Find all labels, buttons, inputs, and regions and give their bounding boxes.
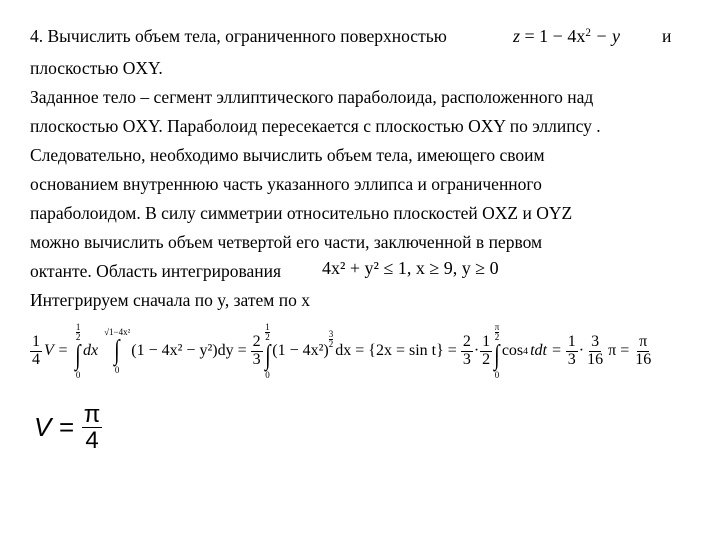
c6-den: 16 [587,350,604,368]
integral-sign-3 [264,323,272,380]
power-3-2 [329,330,334,349]
int4-glyph: ∫ [494,339,500,371]
dot-2: · [578,342,585,359]
dot-1: · [473,342,480,359]
c2-num: 2 [252,332,261,350]
integrand-2: (1 − 4x²) [272,342,329,359]
substitution: dx = {2x = sin t} = [335,342,457,359]
integration-region [322,258,499,279]
final-answer [34,402,102,453]
coef-3-16 [585,334,605,369]
surface-y: − y [590,26,621,46]
lhs-den: 4 [32,350,40,368]
pow3-num: 3 [328,329,334,339]
coef-2-3 [251,334,263,369]
problem-line-8 [30,230,542,254]
surface-z: z [513,26,521,46]
integral-formula [30,316,653,386]
problem-text-1: 4. Вычислить объем тела, ограниченного поверхностью [30,26,447,46]
int4-lower: 0 [494,369,500,380]
coef-2-3-b [461,334,473,369]
surface-rhs: = 1 − 4x [524,26,586,46]
integral-sign-1 [74,323,82,380]
problem-text-9: октанте. Область интегрирования [30,261,282,281]
int2-upper: √1−4x² [104,327,131,337]
answer-den: 4 [85,427,99,455]
problem-text-6: основанием внутреннюю часть указанного эллипса и ограниченного [30,174,542,194]
problem-text-2: плоскостью OXY. [30,58,163,78]
problem-text-4: плоскостью OXY. Параболоид пересекается с плоскостью OXY по эллипсу . [30,116,601,136]
int1-up-num: 1 [75,321,81,332]
c4-num: 1 [482,332,491,350]
problem-line-6 [30,172,542,196]
int1-up-den: 2 [75,331,81,342]
surface-equation [513,26,620,47]
cos-power: 4 [523,345,529,357]
lhs-v: V = [44,342,69,359]
surface-power: 2 [585,26,591,39]
conjunction-and: и [662,26,672,46]
lhs-num: 1 [32,332,40,350]
problem-line-4 [30,114,601,138]
answer-fraction [82,402,103,453]
problem-text-7: параболоидом. В силу симметрии относительно плоскостей OXZ и OYZ [30,203,573,223]
int2-lower: 0 [114,365,120,375]
int2-glyph: ∫ [114,335,120,366]
c3-den: 3 [462,350,471,368]
c4-den: 2 [482,350,491,368]
problem-text-5: Следовательно, необходимо вычислить объем тела, имеющего своим [30,145,545,165]
c5-den: 3 [567,350,576,368]
int1-lower: 0 [75,369,81,380]
int3-glyph: ∫ [264,339,271,371]
cos-func: cos [501,342,524,359]
c3-num: 2 [462,332,471,350]
answer-lhs: V = [34,412,74,443]
region-inequalities: 4x² + y² ≤ 1, x ≥ 9, y ≥ 0 [322,258,499,278]
int3-up-den: 2 [265,331,270,342]
lhs-fraction [30,334,42,369]
int4-up-den: 2 [494,331,500,342]
coef-1-3 [566,334,578,369]
problem-line-9 [30,259,281,283]
problem-text-3: Заданное тело – сегмент эллиптического параболоида, расположенного над [30,87,594,107]
problem-line-7 [30,201,572,225]
coef-1-2 [480,334,492,369]
int3-up-num: 1 [265,321,270,332]
integrand-1: (1 − 4x² − y²)dy = [131,342,247,359]
integral-sign-4 [493,323,501,380]
problem-line-3 [30,85,593,109]
integral-sign-2 [104,327,130,375]
int4-up-num: π [494,321,500,332]
problem-line-10 [30,288,310,312]
problem-text-8: можно вычислить объем четвертой его части, заключенной в первом [30,232,543,252]
answer-num: π [83,401,101,428]
problem-line-5 [30,143,545,167]
c2-den: 3 [252,350,261,368]
pow3-den: 2 [328,339,334,349]
c6-num: 3 [591,332,600,350]
problem-line-1-tail [662,24,671,48]
c5-num: 1 [567,332,576,350]
res-den: 16 [635,350,652,368]
problem-line-2 [30,56,163,80]
int3-lower: 0 [265,369,270,380]
result-fraction [633,334,653,369]
cos-tail: tdt = [530,342,562,359]
int1-dx: dx [82,342,99,359]
problem-text-10: Интегрируем сначала по y, затем по x [30,290,310,310]
pi-equals: π = [608,342,630,359]
int1-glyph: ∫ [75,339,81,371]
res-num: π [639,332,648,350]
problem-line-1 [30,24,447,48]
